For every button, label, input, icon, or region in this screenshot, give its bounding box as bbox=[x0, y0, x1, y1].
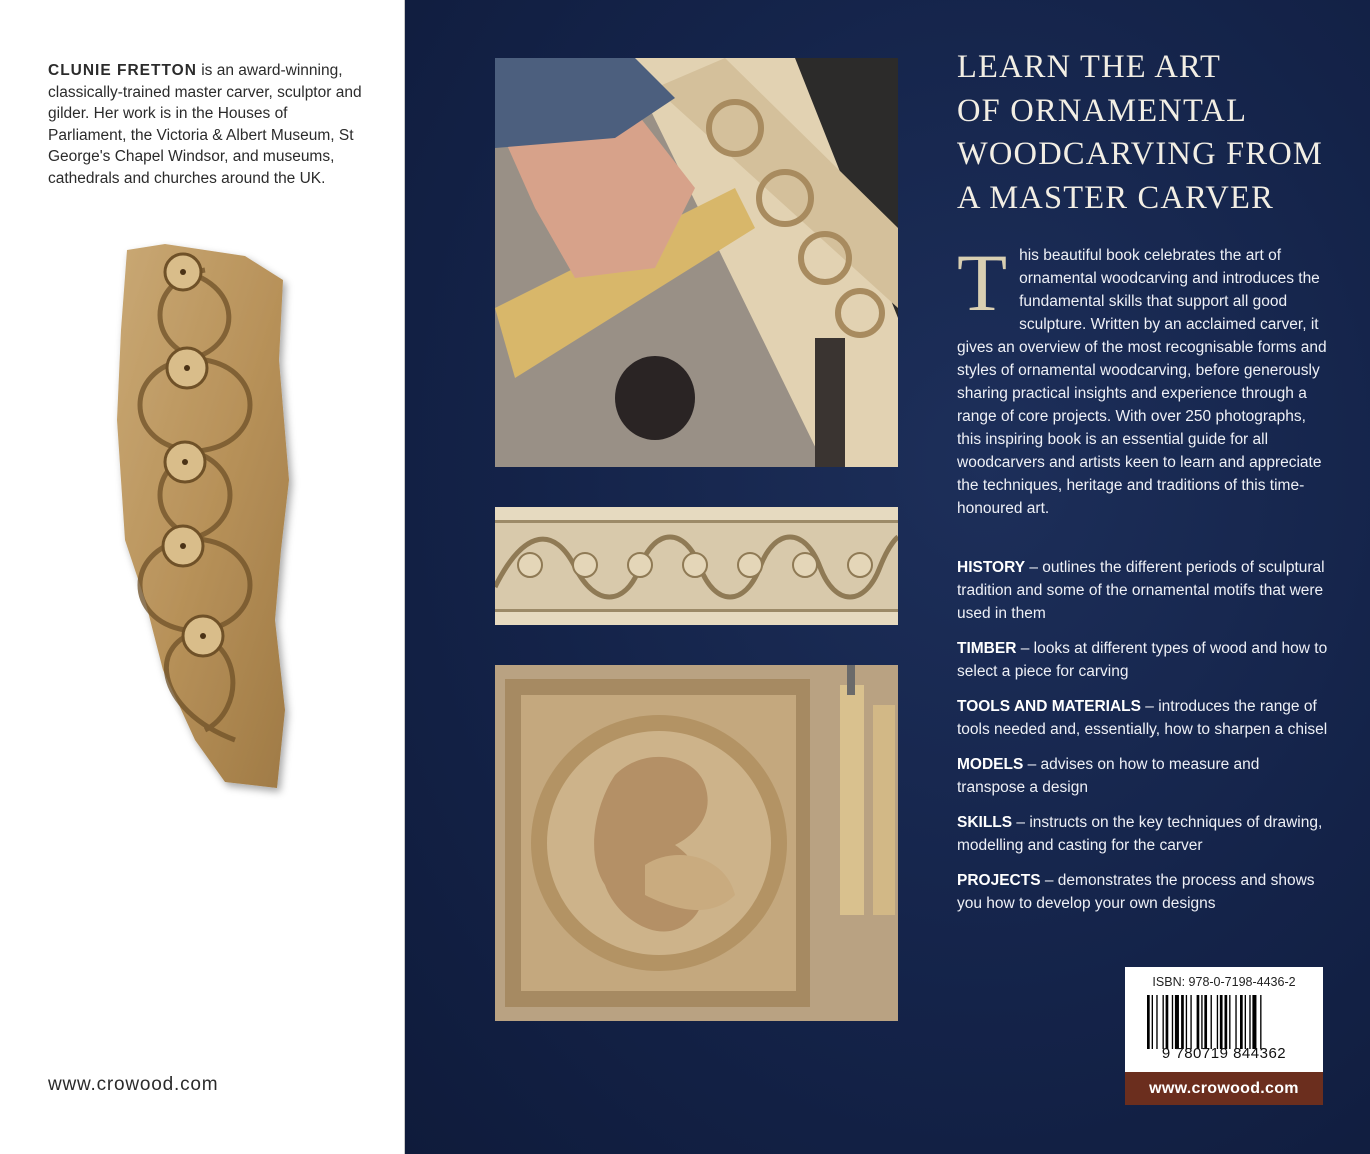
chapter-item-tools bbox=[957, 695, 1329, 741]
author-name: CLUNIE FRETTON bbox=[48, 62, 197, 79]
headline-line: LEARN THE ART bbox=[957, 49, 1222, 85]
barcode-icon bbox=[1147, 995, 1297, 1049]
barcode-block bbox=[1125, 967, 1323, 1105]
drop-cap: T bbox=[957, 237, 1008, 328]
headline-line: OF ORNAMENTAL bbox=[957, 92, 1248, 129]
intro-text: his beautiful book celebrates the art of ornamental woodcarving and introduces the fundamental skills that support all good sculpture. Written by an acclaimed carver, it gives an overview of the most recognisable forms and styles of ornamental woodcarving, before generously sharing practical insights and experience through a range of core projects. With over 250 photographs, this inspiring book is an essential guide for all woodcarvers and artists keen to learn and appreciate the techniques, heritage and traditions of this time-honoured art. bbox=[957, 247, 1327, 517]
chapter-item-skills bbox=[957, 811, 1329, 857]
barcode-digits: 9 780719 844362 bbox=[1161, 1045, 1287, 1062]
chapter-item-projects bbox=[957, 869, 1329, 915]
chapter-list bbox=[957, 556, 1329, 927]
chapter-item-models bbox=[957, 753, 1329, 799]
isbn-label: ISBN: 978-0-7198-4436-2 bbox=[1152, 975, 1296, 989]
guilloche-moulding-photo bbox=[495, 507, 898, 625]
chapter-title: SKILLS bbox=[957, 814, 1013, 831]
cover-headline bbox=[957, 46, 1357, 220]
headline-line: WOODCARVING FROM bbox=[957, 136, 1323, 172]
author-bio-text: is an award-winning, classically-trained master carver, sculptor and gilder. Her work is in the Houses of Parliament, the Victoria & Albert Museum, St George's Chapel Windsor, and museums, cathedrals and churches around the UK. bbox=[48, 62, 362, 187]
author-flap bbox=[0, 0, 405, 1154]
chapter-title: MODELS bbox=[957, 756, 1024, 773]
chapter-desc: – advises on how to measure and transpose a design bbox=[957, 756, 1260, 796]
griffin-panel-illustration bbox=[495, 665, 898, 1021]
barcode-panel bbox=[1125, 967, 1323, 1072]
chapter-title: TIMBER bbox=[957, 640, 1017, 657]
carving-in-progress-photo bbox=[495, 58, 898, 467]
headline-line: A MASTER CARVER bbox=[957, 179, 1274, 216]
intro-paragraph bbox=[957, 237, 1329, 520]
author-bio bbox=[48, 60, 368, 189]
carved-fragment-illustration bbox=[105, 240, 315, 800]
chapter-desc: – introduces the range of tools needed and, essentially, how to sharpen a chisel bbox=[957, 698, 1328, 738]
moulding-illustration bbox=[495, 507, 898, 625]
chapter-item-history bbox=[957, 556, 1329, 625]
chapter-desc: – outlines the different periods of sculptural tradition and some of the ornamental motifs that were used in them bbox=[957, 559, 1325, 622]
publisher-url[interactable]: www.crowood.com bbox=[48, 1074, 219, 1095]
chapter-desc: – looks at different types of wood and how to select a piece for carving bbox=[957, 640, 1328, 680]
chapter-title: TOOLS AND MATERIALS bbox=[957, 698, 1141, 715]
chapter-desc: – instructs on the key techniques of drawing, modelling and casting for the carver bbox=[957, 814, 1323, 854]
chapter-title: HISTORY bbox=[957, 559, 1026, 576]
carved-fragment-photo bbox=[105, 240, 315, 800]
chapter-desc: – demonstrates the process and shows you how to develop your own designs bbox=[957, 872, 1315, 912]
griffin-roundel-photo bbox=[495, 665, 898, 1021]
chapter-item-timber bbox=[957, 637, 1329, 683]
back-cover bbox=[405, 0, 1370, 1154]
carving-photo-illustration bbox=[495, 58, 898, 467]
publisher-url-band[interactable]: www.crowood.com bbox=[1125, 1072, 1323, 1105]
chapter-title: PROJECTS bbox=[957, 872, 1041, 889]
